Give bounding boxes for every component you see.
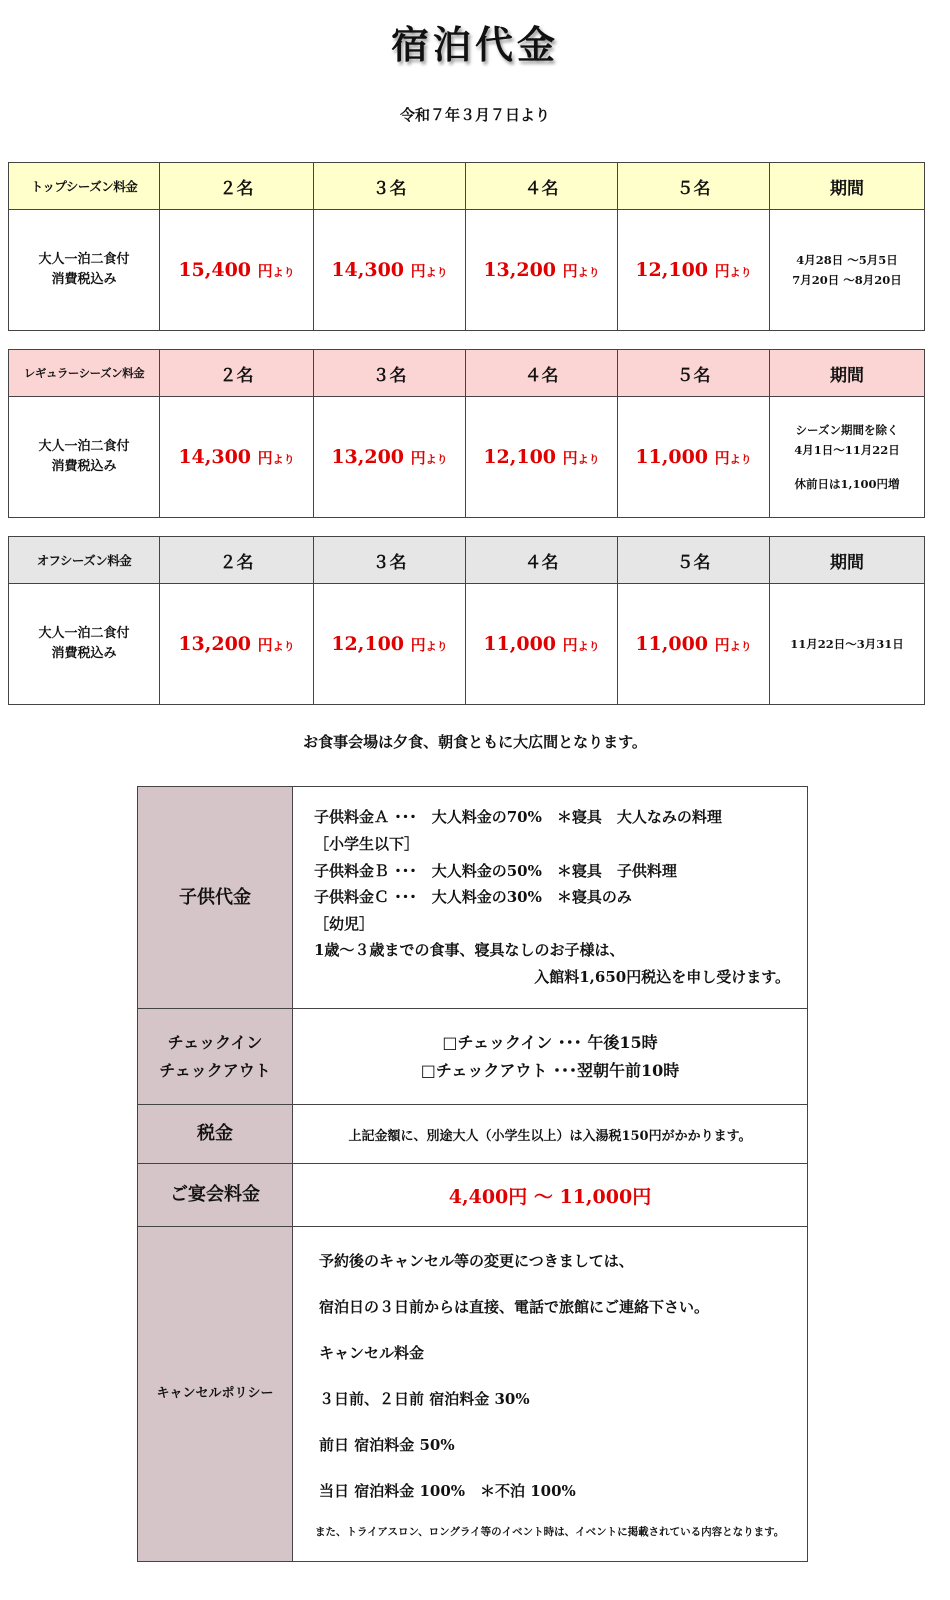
tax-included-line: 消費税込み (51, 272, 117, 287)
cancel-line: 当日 宿泊料金 100% ＊不泊 100% (319, 1482, 576, 1500)
meal-plan-label (9, 397, 160, 518)
banquet-price: 4,400円 ～ 11,000円 (293, 1164, 808, 1227)
price-value: 12,100 (331, 633, 405, 655)
admission-fee-line: 入館料1,650円税込を申し受けます。 (534, 967, 790, 986)
col-4-people: ４名 (466, 537, 618, 584)
cancel-line: 宿泊日の３日前からは直接、電話で旅館にご連絡下さい。 (319, 1298, 710, 1316)
col-3-people: ３名 (314, 537, 466, 584)
yen-unit: 円 (714, 449, 730, 467)
checkout-time: □チェックアウト ･･･翌朝午前10時 (420, 1060, 680, 1080)
price-value: 11,000 (635, 446, 709, 468)
price-value: 13,200 (483, 259, 557, 281)
tax-included-line: 消費税込み (51, 459, 117, 474)
child-line: ［小学生以下］ (314, 835, 420, 854)
yen-unit: 円 (410, 636, 426, 654)
col-4-people: ４名 (466, 163, 618, 210)
cancel-line: 前日 宿泊料金 50% (319, 1436, 455, 1454)
period-line: シーズン期間を除く (795, 423, 899, 437)
child-line: 子供料金Ａ ･･･ 大人料金の70% ＊寝具 大人なみの料理 (314, 808, 722, 827)
tax-text: 上記金額に、別途大人（小学生以上）は入湯税150円がかかります。 (293, 1105, 808, 1164)
child-fee-details (293, 787, 808, 1009)
checkin-label (138, 1009, 293, 1105)
child-line: 子供料金Ｃ ･･･ 大人料金の30% ＊寝具のみ (314, 888, 632, 907)
price-4-people (466, 397, 618, 518)
yen-unit: 円 (562, 636, 578, 654)
period-line: 7月20日 ～8月20日 (792, 273, 902, 287)
price-4-people (466, 210, 618, 331)
price-value: 14,300 (331, 259, 405, 281)
child-line: 1歳～３歳までの食事、寝具なしのお子様は、 (314, 941, 625, 960)
col-3-people: ３名 (314, 350, 466, 397)
price-value: 11,000 (483, 633, 557, 655)
cancel-policy-details (293, 1227, 808, 1562)
plan-name: トップシーズン料金 (9, 163, 160, 210)
child-fee-row (138, 787, 808, 1009)
banquet-label: ご宴会料金 (138, 1164, 293, 1227)
from-suffix: より (729, 640, 752, 653)
off-season-table (8, 536, 925, 705)
event-footnote: また、トライアスロン、ロングライ等のイベント時は、イベントに掲載されている内容となります。 (315, 1526, 785, 1538)
top-season-table (8, 162, 925, 331)
price-value: 11,000 (635, 633, 709, 655)
from-suffix: より (272, 266, 295, 279)
yen-unit: 円 (257, 636, 273, 654)
effective-date: 令和７年３月７日より (399, 106, 550, 124)
yen-unit: 円 (714, 262, 730, 280)
season-period (770, 584, 925, 705)
yen-unit: 円 (410, 262, 426, 280)
col-5-people: ５名 (618, 163, 770, 210)
plan-name: レギュラーシーズン料金 (9, 350, 160, 397)
info-table (137, 786, 808, 1562)
from-suffix: より (577, 453, 600, 466)
price-value: 12,100 (635, 259, 709, 281)
meal-line: 大人一泊二食付 (38, 626, 130, 641)
price-2-people (160, 397, 314, 518)
checkin-time: □チェックイン ･･･ 午後15時 (442, 1032, 658, 1052)
col-5-people: ５名 (618, 537, 770, 584)
meal-line: 大人一泊二食付 (38, 439, 130, 454)
checkin-label-line: チェックイン (167, 1032, 263, 1052)
yen-unit: 円 (257, 449, 273, 467)
banquet-row (138, 1164, 808, 1227)
table-row (9, 584, 925, 705)
cancel-policy-label: キャンセルポリシー (138, 1227, 293, 1562)
price-4-people (466, 584, 618, 705)
price-value: 14,300 (178, 446, 252, 468)
table-header-row (9, 350, 925, 397)
period-line: 11月22日～3月31日 (790, 637, 904, 651)
season-period (770, 397, 925, 518)
table-header-row (9, 537, 925, 584)
checkin-row (138, 1009, 808, 1105)
from-suffix: より (729, 453, 752, 466)
table-row (9, 210, 925, 331)
col-2-people: ２名 (160, 350, 314, 397)
price-5-people (618, 584, 770, 705)
price-3-people (314, 210, 466, 331)
child-line: ［幼児］ (314, 914, 375, 933)
cancel-line: キャンセル料金 (319, 1344, 425, 1362)
yen-unit: 円 (714, 636, 730, 654)
price-value: 13,200 (331, 446, 405, 468)
price-3-people (314, 584, 466, 705)
child-line: 子供料金Ｂ ･･･ 大人料金の50% ＊寝具 子供料理 (314, 861, 677, 880)
from-suffix: より (577, 266, 600, 279)
meal-venue-note: お食事会場は夕食、朝食ともに大広間となります。 (303, 733, 647, 751)
yen-unit: 円 (562, 449, 578, 467)
col-2-people: ２名 (160, 163, 314, 210)
cancel-line: 予約後のキャンセル等の変更につきましては、 (319, 1252, 634, 1270)
yen-unit: 円 (562, 262, 578, 280)
col-3-people: ３名 (314, 163, 466, 210)
season-period (770, 210, 925, 331)
tax-included-line: 消費税込み (51, 646, 117, 661)
cancel-line: ３日前、２日前 宿泊料金 30% (319, 1390, 530, 1408)
table-row (9, 397, 925, 518)
price-value: 12,100 (483, 446, 557, 468)
eve-surcharge-note: 休前日は1,100円増 (794, 477, 900, 491)
regular-season-table (8, 349, 925, 518)
page-title: 宿泊代金 (390, 22, 559, 67)
price-5-people (618, 397, 770, 518)
period-line: 4月1日～11月22日 (794, 443, 900, 457)
col-4-people: ４名 (466, 350, 618, 397)
yen-unit: 円 (257, 262, 273, 280)
price-value: 15,400 (178, 259, 252, 281)
checkout-label-line: チェックアウト (159, 1060, 271, 1080)
from-suffix: より (425, 266, 448, 279)
cancel-policy-row (138, 1227, 808, 1562)
price-value: 13,200 (178, 633, 252, 655)
col-2-people: ２名 (160, 537, 314, 584)
col-5-people: ５名 (618, 350, 770, 397)
price-5-people (618, 210, 770, 331)
table-header-row (9, 163, 925, 210)
period-line: 4月28日 ～5月5日 (796, 253, 898, 267)
col-period: 期間 (770, 163, 925, 210)
price-3-people (314, 397, 466, 518)
from-suffix: より (729, 266, 752, 279)
price-2-people (160, 584, 314, 705)
col-period: 期間 (770, 350, 925, 397)
col-period: 期間 (770, 537, 925, 584)
price-2-people (160, 210, 314, 331)
meal-plan-label (9, 210, 160, 331)
from-suffix: より (272, 453, 295, 466)
from-suffix: より (577, 640, 600, 653)
meal-plan-label (9, 584, 160, 705)
from-suffix: より (425, 453, 448, 466)
plan-name: オフシーズン料金 (9, 537, 160, 584)
from-suffix: より (425, 640, 448, 653)
tax-label: 税金 (138, 1105, 293, 1164)
yen-unit: 円 (410, 449, 426, 467)
tax-row (138, 1105, 808, 1164)
child-fee-label: 子供代金 (138, 787, 293, 1009)
checkin-times (293, 1009, 808, 1105)
meal-line: 大人一泊二食付 (38, 252, 130, 267)
from-suffix: より (272, 640, 295, 653)
